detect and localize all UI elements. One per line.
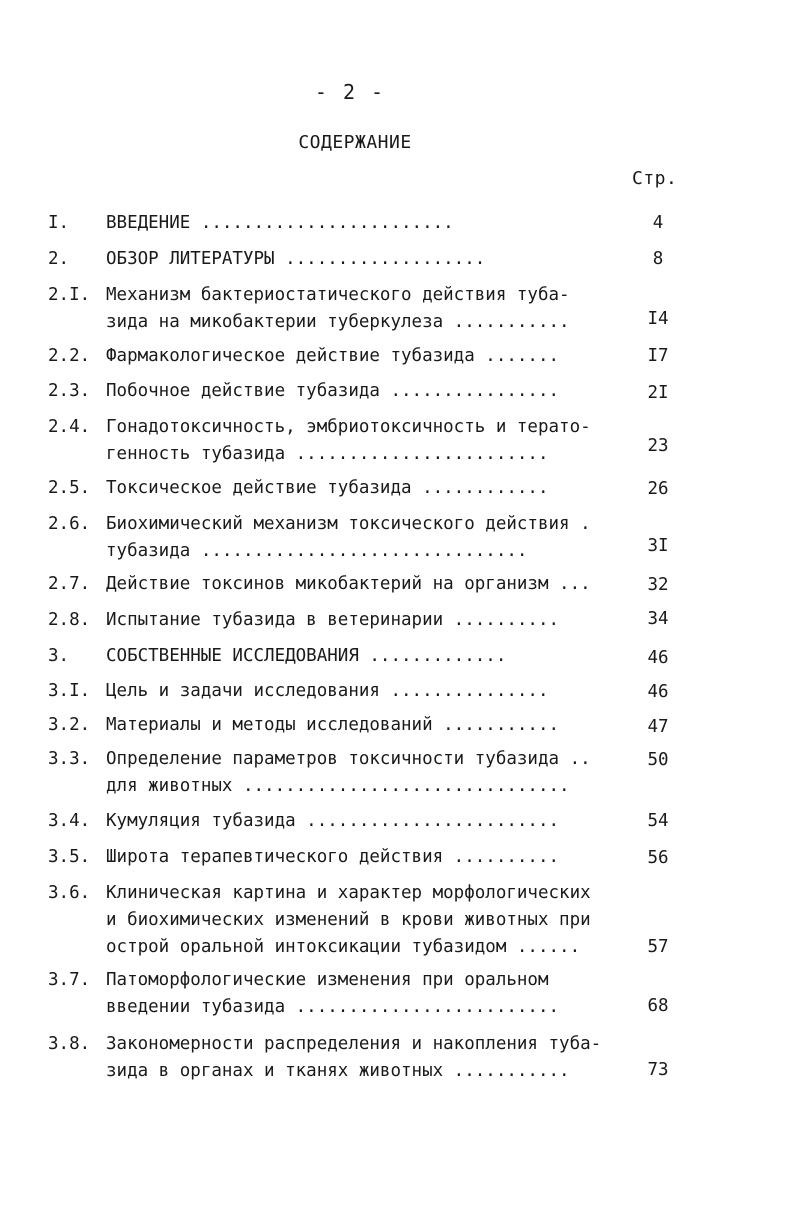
toc-entry-title — [106, 414, 651, 468]
toc-entry-page: 32 — [647, 575, 669, 595]
toc-entry-title — [106, 475, 651, 502]
toc-entry — [48, 712, 748, 739]
toc-entry — [48, 678, 748, 705]
toc-entry-page: I4 — [647, 309, 669, 329]
toc-entry-page: 23 — [647, 436, 669, 456]
toc-entry-line: генность тубазида ........................ — [106, 444, 549, 464]
toc-entry-line: для животных ............................... — [106, 776, 570, 796]
toc-entry-page: 34 — [647, 609, 669, 629]
toc-entry-page: 47 — [647, 717, 669, 737]
toc-entry — [48, 475, 748, 502]
page-column-label: Стр. — [632, 168, 678, 189]
toc-entry-title — [106, 880, 651, 961]
toc-entry-page: 2I — [647, 383, 669, 403]
toc-entry-page: 26 — [647, 479, 669, 499]
toc-entry — [48, 844, 748, 871]
toc-entry-line: Побочное действие тубазида ................ — [106, 381, 560, 401]
toc-entry-line: тубазида ............................... — [106, 541, 528, 561]
toc-entry-number: 3.5. — [48, 847, 91, 867]
toc-entry-page: 4 — [652, 213, 664, 233]
toc-entry-line: Патоморфологические изменения при оральном — [106, 970, 549, 990]
toc-entry-line: СОБСТВЕННЫЕ ИССЛЕДОВАНИЯ ............. — [106, 646, 507, 666]
toc-entry — [48, 343, 748, 370]
toc-entry — [48, 808, 748, 835]
toc-entry-number: 2.I. — [48, 285, 91, 305]
toc-entry-line: Испытание тубазида в ветеринарии .......... — [106, 610, 560, 630]
toc-entry — [48, 607, 748, 634]
toc-entry-line: Токсическое действие тубазида ............ — [106, 478, 549, 498]
toc-entry-number: 2.3. — [48, 381, 91, 401]
toc-entry-line: и биохимических изменений в крови животных при — [106, 910, 591, 930]
toc-entry-page: 50 — [647, 750, 669, 770]
toc-entry-title — [106, 844, 651, 871]
toc-entry-line: ОБЗОР ЛИТЕРАТУРЫ ................... — [106, 249, 486, 269]
toc-entry-page: 56 — [647, 848, 669, 868]
toc-entry-line: острой оральной интоксикации тубазидом ...... — [106, 937, 581, 957]
toc-entry-number: 3.3. — [48, 749, 91, 769]
toc-entry — [48, 643, 748, 670]
toc-entry-line: введении тубазида ......................... — [106, 997, 560, 1017]
toc-entry-line: зида в органах и тканях животных ........... — [106, 1061, 570, 1081]
toc-entry-title — [106, 607, 651, 634]
toc-entry-line: Фармакологическое действие тубазида ....... — [106, 346, 560, 366]
toc-entry-number: 2. — [48, 249, 70, 269]
toc-entry — [48, 246, 748, 273]
toc-entry — [48, 414, 748, 468]
toc-entry-line: Клиническая картина и характер морфологических — [106, 883, 591, 903]
toc-entry — [48, 746, 748, 800]
toc-entry-page: 3I — [647, 536, 669, 556]
toc-entry-title — [106, 378, 651, 405]
toc-entry-title — [106, 571, 651, 598]
toc-entry-line: Материалы и методы исследований ........... — [106, 715, 560, 735]
toc-entry-title — [106, 808, 651, 835]
toc-entry-number: 2.4. — [48, 417, 91, 437]
toc-entry-page: 8 — [652, 249, 664, 269]
toc-entry — [48, 378, 748, 405]
toc-entry-number: 3.8. — [48, 1034, 91, 1054]
toc-entry-number: 2.2. — [48, 346, 91, 366]
toc-entry-title — [106, 967, 651, 1021]
toc-entry-number: 3.2. — [48, 715, 91, 735]
toc-heading: СОДЕРЖАНИЕ — [298, 132, 412, 153]
toc-entry-line: Гонадотоксичность, эмбриотоксичность и терато- — [106, 417, 591, 437]
toc-entry-line: Биохимический механизм токсического действия . — [106, 514, 591, 534]
toc-entry-title — [106, 343, 651, 370]
toc-entry-number: 2.8. — [48, 610, 91, 630]
toc-entry-line: Закономерности распределения и накопления туба- — [106, 1034, 602, 1054]
toc-entry-title — [106, 643, 651, 670]
page-number: - 2 - — [314, 80, 386, 104]
toc-entry-title — [106, 246, 651, 273]
toc-entry-number: 3.7. — [48, 970, 91, 990]
toc-entry — [48, 967, 748, 1021]
toc-entry-title — [106, 712, 651, 739]
toc-entry-line: Широта терапевтического действия .......... — [106, 847, 560, 867]
toc-entry-number: 3.4. — [48, 811, 91, 831]
toc-entry-page: 68 — [647, 996, 669, 1016]
toc-entry-line: зида на микобактерии туберкулеза ........... — [106, 312, 570, 332]
toc-entry-page: 54 — [647, 811, 669, 831]
toc-entry-number: 3.I. — [48, 681, 91, 701]
toc-entry-title — [106, 746, 651, 800]
toc-entry-page: 73 — [647, 1060, 669, 1080]
toc-entry — [48, 511, 748, 565]
toc-entry — [48, 880, 748, 961]
toc-entry-page: 46 — [647, 648, 669, 668]
toc-entry — [48, 1031, 748, 1085]
toc-entry-line: Действие токсинов микобактерий на организм ... — [106, 574, 591, 594]
toc-entry-number: 2.7. — [48, 574, 91, 594]
toc-entry-page: 46 — [647, 682, 669, 702]
toc-entry-line: Кумуляция тубазида ........................ — [106, 811, 560, 831]
toc-entry-title — [106, 678, 651, 705]
toc-entry — [48, 282, 748, 336]
toc-entry-number: I. — [48, 213, 70, 233]
toc-entry-line: Механизм бактериостатического действия туба- — [106, 285, 570, 305]
toc-entry-title — [106, 282, 651, 336]
toc-entry-title — [106, 1031, 651, 1085]
toc-entry-number: 3. — [48, 646, 70, 666]
toc-entry-title — [106, 511, 651, 565]
toc-entry-page: 57 — [647, 937, 669, 957]
toc-entry-number: 3.6. — [48, 883, 91, 903]
toc-entry-line: ВВЕДЕНИЕ ........................ — [106, 213, 454, 233]
toc-entry — [48, 571, 748, 598]
toc-entry-number: 2.5. — [48, 478, 91, 498]
toc-entry — [48, 210, 748, 237]
toc-entry-line: Цель и задачи исследования ............... — [106, 681, 549, 701]
toc-entry-page: I7 — [647, 346, 669, 366]
toc-entry-line: Определение параметров токсичности тубазида .. — [106, 749, 591, 769]
toc-entry-number: 2.6. — [48, 514, 91, 534]
toc-entry-title — [106, 210, 651, 237]
